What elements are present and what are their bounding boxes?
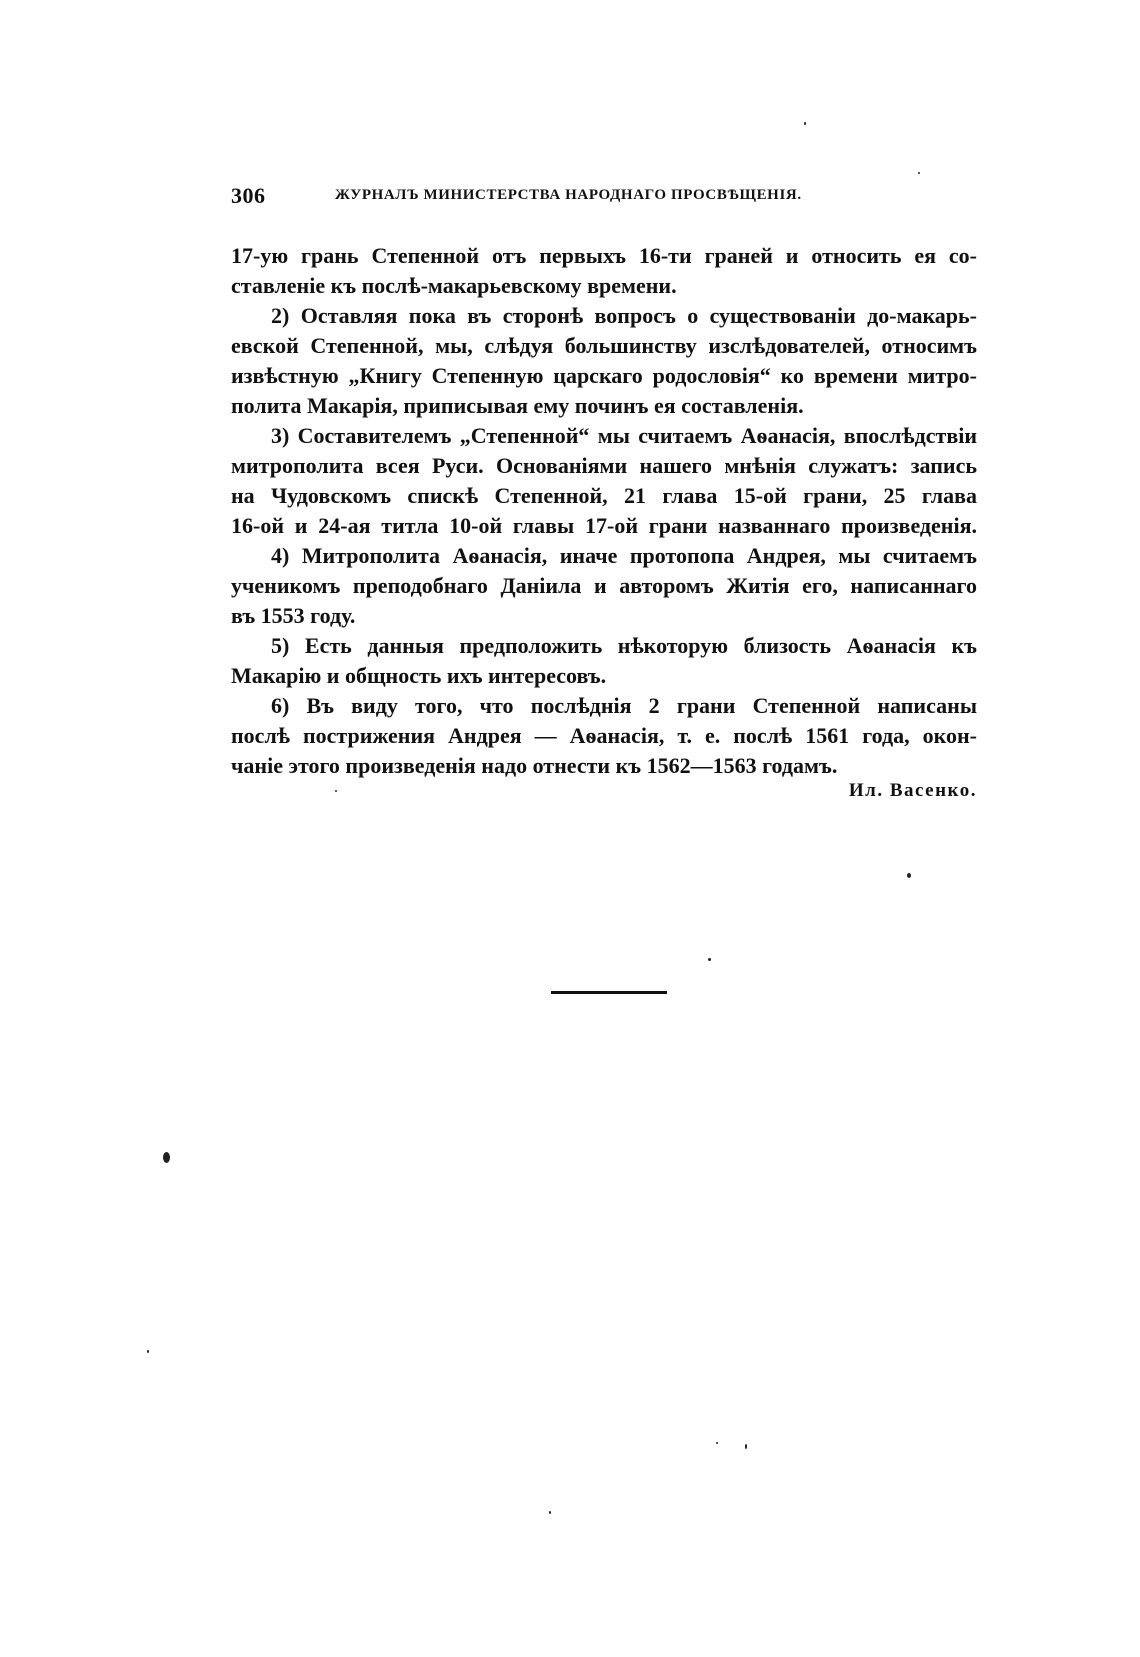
scan-speck — [745, 1444, 747, 1449]
scan-speck — [147, 1350, 149, 1353]
body-line: евской Степенной, мы, слѣдуя большинству изслѣдователей, относимъ — [231, 333, 977, 358]
body-line: 5) Есть данныя предположить нѣкоторую близость Аѳанасія къ — [271, 633, 977, 658]
body-line: послѣ пострижения Андрея — Аѳанасія, т. е. послѣ 1561 года, окон- — [231, 723, 977, 748]
body-line: извѣстную „Книгу Степенную царскаго родословія“ ко времени митро- — [231, 363, 977, 388]
page-header — [231, 183, 971, 215]
body-text — [231, 241, 977, 781]
body-line: въ 1553 году. — [231, 603, 356, 628]
scan-speck — [335, 790, 337, 792]
scan-speck — [918, 172, 920, 174]
scan-speck — [163, 1152, 170, 1163]
body-line: 4) Митрополита Аѳанасія, иначе протопопа Андрея, мы считаемъ — [271, 543, 977, 568]
body-line: 2) Оставляя пока въ сторонѣ вопросъ о существованіи до-макарь- — [271, 303, 977, 328]
body-line: 17-ую грань Степенной отъ первыхъ 16-ти граней и относить ея со- — [231, 243, 977, 268]
signature-row — [231, 780, 977, 810]
running-title: ЖУРНАЛЪ МИНИСТЕРСТВА НАРОДНАГО ПРОСВѢЩЕНІЯ. — [335, 187, 802, 203]
body-line: полита Макарія, приписывая ему починъ ея составленія. — [231, 393, 804, 418]
scan-speck — [716, 1442, 718, 1444]
scan-speck — [549, 1511, 551, 1514]
body-line: ученикомъ преподобнаго Даніила и авторомъ Житія его, написаннаго — [231, 573, 977, 598]
body-line: 6) Въ виду того, что послѣднія 2 грани Степенной написаны — [271, 693, 977, 718]
page-number: 306 — [231, 183, 266, 208]
body-line: Макарію и общность ихъ интересовъ. — [231, 663, 607, 688]
body-line: ставленіе къ послѣ-макарьевскому времени. — [231, 273, 677, 298]
scan-speck — [708, 958, 711, 961]
body-line: на Чудовскомъ спискѣ Степенной, 21 глава 15-ой грани, 25 глава — [231, 483, 977, 508]
section-end-rule — [551, 991, 667, 994]
body-line: митрополита всея Руси. Основаніями нашего мнѣнія служатъ: запись — [231, 453, 977, 478]
scan-speck — [804, 122, 806, 125]
author-signature: Ил. Васенко. — [848, 780, 977, 801]
body-line: 3) Составителемъ „Степенной“ мы считаемъ Аѳанасія, впослѣдствіи — [271, 423, 977, 448]
body-line: чаніе этого произведенія надо отнести къ 1562—1563 годамъ. — [231, 753, 838, 778]
body-line: 16-ой и 24-ая титла 10-ой главы 17-ой грани названнаго произведенія. — [231, 513, 977, 538]
scan-speck — [907, 873, 911, 878]
